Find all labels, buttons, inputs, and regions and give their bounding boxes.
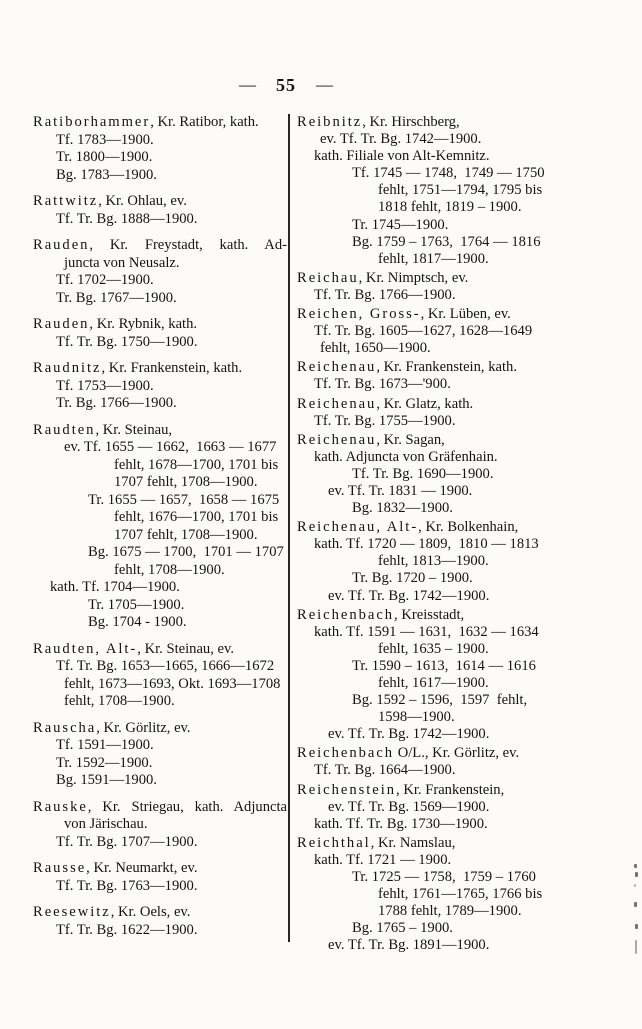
directory-entry xyxy=(33,799,287,852)
entry-head xyxy=(33,799,287,817)
head-detail: , Kr. Frankenstein, xyxy=(396,781,505,798)
scan-artifact xyxy=(635,872,638,877)
directory-entry xyxy=(297,306,629,357)
record-line: Tf. Tr. Bg. 1755—1900. xyxy=(314,412,456,429)
directory-entry xyxy=(33,641,287,711)
entry-head xyxy=(33,114,287,132)
entry-head xyxy=(297,745,629,762)
record-line: Tf. Tr. Bg. 1622—1900. xyxy=(56,921,198,938)
place-name: Rausse xyxy=(33,860,87,876)
place-name: Reichenau xyxy=(297,431,377,448)
place-name: Rattwitz xyxy=(33,193,99,209)
record-line: Tf. 1753—1900. xyxy=(56,377,154,394)
record-line: Tf. 1745 — 1748, 1749 — 1750 xyxy=(352,165,545,182)
record-line: Tr. 1725 — 1758, 1759 – 1760 xyxy=(352,869,536,886)
record-line: Tr. Bg. 1720 – 1900. xyxy=(352,570,473,587)
entry-head xyxy=(297,782,629,799)
record-line: kath. Filiale von Alt-Kemnitz. xyxy=(314,148,490,165)
scan-artifact xyxy=(634,902,637,907)
record-line: kath. Tf. 1704—1900. xyxy=(50,579,180,595)
entry-head xyxy=(297,359,629,376)
entry-head xyxy=(297,306,629,323)
directory-entry xyxy=(297,114,629,268)
page-number: 55 xyxy=(276,75,296,95)
record-line: Tr. 1655 — 1657, 1658 — 1675 xyxy=(88,491,280,508)
directory-entry xyxy=(297,270,629,304)
place-name: Rauden xyxy=(33,237,90,253)
head-detail: , Kr. Bolkenhain, xyxy=(418,519,519,536)
directory-entry xyxy=(33,360,287,413)
record-line: Tr. Bg. 1767—1900. xyxy=(56,289,177,306)
record-line: ev. Tf. 1655 — 1662, 1663 — 1677 xyxy=(64,439,277,455)
record-line: fehlt, 1673—1693, Okt. 1693—1708 xyxy=(64,675,281,692)
place-name: Raudnitz xyxy=(33,360,102,376)
place-name: Rauske xyxy=(33,798,88,815)
directory-entry xyxy=(297,782,629,833)
place-name: Reibnitz xyxy=(297,114,363,130)
directory-entry xyxy=(297,607,629,744)
place-name: Reesewitz xyxy=(33,904,111,920)
place-name: Reichen, Gross- xyxy=(297,306,421,323)
record-line: Bg. 1783—1900. xyxy=(56,166,157,183)
head-detail: , Kr. Hirschberg, xyxy=(362,114,460,130)
record-line: fehlt, 1813—1900. xyxy=(378,553,489,570)
record-line: Tf. 1783—1900. xyxy=(56,131,154,148)
record-line: von Järischau. xyxy=(64,816,148,832)
entry-head xyxy=(33,193,287,211)
record-line: kath. Tf. 1721 — 1900. xyxy=(314,851,452,868)
head-detail: , Kr. Glatz, kath. xyxy=(376,395,474,412)
record-line: Tf. Tr. Bg. 1766—1900. xyxy=(314,286,456,303)
entry-head xyxy=(33,904,287,922)
record-line: 1707 fehlt, 1708—1900. xyxy=(114,474,258,490)
record-line: Bg. 1765 – 1900. xyxy=(352,920,453,937)
record-line: Tf. 1591—1900. xyxy=(56,737,154,753)
directory-entry xyxy=(297,396,629,430)
place-name: Raudten xyxy=(33,421,96,438)
record-line: fehlt, 1676—1700, 1701 bis xyxy=(114,509,279,525)
record-line: ev. Tf. Tr. Bg. 1742—1900. xyxy=(320,131,482,148)
scan-artifact xyxy=(634,884,636,887)
place-name: Reichenbach xyxy=(297,606,395,623)
place-name: Reichthal xyxy=(297,834,371,851)
entry-head xyxy=(297,835,629,852)
head-detail: , Kr. Ratibor, kath. xyxy=(150,114,259,130)
head-detail: , Kr. Neumarkt, ev. xyxy=(86,860,198,876)
record-line: Tr. 1800—1900. xyxy=(56,149,153,165)
record-line: Tr. 1745—1900. xyxy=(352,216,449,233)
record-line: juncta von Neusalz. xyxy=(64,254,180,271)
header-right-dash: — xyxy=(316,74,333,94)
head-detail: , Kr. Oels, ev. xyxy=(110,904,191,920)
head-detail: , Kr. Sagan, xyxy=(376,431,445,448)
scan-artifact xyxy=(635,940,637,954)
record-line: fehlt, 1617—1900. xyxy=(378,675,489,691)
record-line: Tf. Tr. Bg. 1707—1900. xyxy=(56,833,198,850)
record-line: fehlt, 1751—1794, 1795 bis xyxy=(378,182,543,199)
entry-head xyxy=(33,316,287,334)
head-detail: , Kr. Frankenstein, kath. xyxy=(101,360,243,376)
record-line: 1707 fehlt, 1708—1900. xyxy=(114,526,258,543)
place-name: Raudten, Alt- xyxy=(33,640,138,657)
record-line: Tf. Tr. Bg. 1888—1900. xyxy=(56,210,198,227)
directory-entry xyxy=(33,193,287,228)
directory-entry xyxy=(297,835,629,955)
directory-entry xyxy=(33,237,287,307)
place-name: Reichenau xyxy=(297,359,377,376)
head-detail: , Kr. Striegau, kath. Adjuncta xyxy=(87,798,287,815)
record-line: Tr. 1590 – 1613, 1614 — 1616 xyxy=(352,657,536,674)
record-line: kath. Tf. 1591 — 1631, 1632 — 1634 xyxy=(314,623,539,640)
directory-entry xyxy=(33,904,287,939)
record-line: Tf. Tr. Bg. 1664—1900. xyxy=(314,762,456,779)
record-line: Bg. 1704 - 1900. xyxy=(88,614,187,630)
record-line: Tf. Tr. Bg. 1605—1627, 1628—1649 xyxy=(314,323,533,340)
record-line: kath. Tf. Tr. Bg. 1730—1900. xyxy=(314,815,488,832)
head-detail: , Kr. Lüben, ev. xyxy=(420,306,511,323)
head-detail: , Kr. Freystadt, kath. Ad- xyxy=(89,237,287,253)
entry-head xyxy=(33,422,287,440)
record-line: Tf. Tr. Bg. 1673—'900. xyxy=(314,376,451,393)
record-line: ev. Tf. Tr. 1831 — 1900. xyxy=(328,482,473,499)
entry-head xyxy=(33,237,287,255)
entry-head xyxy=(297,607,629,624)
entry-head xyxy=(297,270,629,287)
record-line: ev. Tf. Tr. Bg. 1742—1900. xyxy=(328,726,490,743)
head-detail: , Kr. Ohlau, ev. xyxy=(98,193,187,209)
record-line: fehlt, 1650—1900. xyxy=(320,340,431,357)
place-name: Reichenbach xyxy=(297,745,395,762)
record-line: Tf. Tr. Bg. 1763—1900. xyxy=(56,877,198,894)
head-detail: O/L., Kr. Görlitz, ev. xyxy=(394,745,520,762)
scan-artifact xyxy=(634,864,637,868)
record-line: kath. Adjuncta von Gräfenhain. xyxy=(314,448,498,465)
record-line: Bg. 1759 – 1763, 1764 — 1816 xyxy=(352,233,541,250)
place-name: Reichenstein xyxy=(297,781,397,798)
record-line: Bg. 1832—1900. xyxy=(352,500,453,517)
directory-entry xyxy=(33,860,287,895)
place-name: Reichau xyxy=(297,269,359,286)
entry-head xyxy=(33,720,287,738)
record-line: ev. Tf. Tr. Bg. 1742—1900. xyxy=(328,587,490,604)
record-line: 1598—1900. xyxy=(378,709,455,726)
scan-artifact xyxy=(635,924,638,929)
entry-head xyxy=(297,432,629,449)
record-line: fehlt, 1678—1700, 1701 bis xyxy=(114,456,279,473)
head-detail: , Kr. Steinau, xyxy=(95,421,173,438)
directory-entry xyxy=(33,114,287,184)
place-name: Reichenau, Alt- xyxy=(297,519,419,536)
head-detail: , Kr. Görlitz, ev. xyxy=(96,719,191,736)
record-line: fehlt, 1761—1765, 1766 bis xyxy=(378,886,543,903)
record-line: Bg. 1591—1900. xyxy=(56,772,157,788)
place-name: Ratiborhammer xyxy=(33,114,151,130)
entry-head xyxy=(297,114,629,131)
record-line: fehlt, 1817—1900. xyxy=(378,250,489,267)
entry-head xyxy=(33,641,287,659)
record-line: Tr. Bg. 1766—1900. xyxy=(56,395,177,411)
left-column xyxy=(33,114,287,948)
record-line: Bg. 1592 – 1596, 1597 fehlt, xyxy=(352,692,528,709)
record-line: Tf. Tr. Bg. 1653—1665, 1666—1672 xyxy=(56,658,275,674)
place-name: Rauscha xyxy=(33,719,97,736)
column-divider-rule xyxy=(288,114,290,942)
right-column xyxy=(297,114,629,957)
entry-head xyxy=(297,519,629,536)
record-line: Tf. 1702—1900. xyxy=(56,272,154,288)
place-name: Reichenau xyxy=(297,395,377,412)
directory-entry xyxy=(297,519,629,604)
directory-entry xyxy=(297,745,629,779)
record-line: fehlt, 1708—1900. xyxy=(114,561,225,578)
record-line: Bg. 1675 — 1700, 1701 — 1707 xyxy=(88,544,284,560)
page-header xyxy=(0,75,572,96)
head-detail: , Kreisstadt, xyxy=(394,606,465,623)
record-line: 1818 fehlt, 1819 – 1900. xyxy=(378,199,522,216)
record-line: kath. Tf. 1720 — 1809, 1810 — 1813 xyxy=(314,536,539,553)
record-line: Tf. Tr. Bg. 1750—1900. xyxy=(56,333,198,350)
directory-entry xyxy=(297,432,629,517)
entry-head xyxy=(297,396,629,413)
record-line: ev. Tf. Tr. Bg. 1569—1900. xyxy=(328,798,490,815)
directory-entry xyxy=(33,316,287,351)
record-line: ev. Tf. Tr. Bg. 1891—1900. xyxy=(328,937,490,954)
header-left-dash: — xyxy=(239,74,256,94)
head-detail: , Kr. Frankenstein, kath. xyxy=(376,359,517,376)
record-line: 1788 fehlt, 1789—1900. xyxy=(378,903,522,920)
directory-entry xyxy=(33,422,287,632)
head-detail: , Kr. Rybnik, kath. xyxy=(89,316,198,332)
record-line: Tf. Tr. Bg. 1690—1900. xyxy=(352,465,494,482)
record-line: Tr. 1705—1900. xyxy=(88,596,185,613)
head-detail: , Kr. Nimptsch, ev. xyxy=(358,269,469,286)
record-line: fehlt, 1708—1900. xyxy=(64,693,175,709)
directory-entry xyxy=(33,720,287,790)
entry-head xyxy=(33,360,287,378)
entry-head xyxy=(33,860,287,878)
record-line: fehlt, 1635 – 1900. xyxy=(378,640,489,657)
record-line: Tr. 1592—1900. xyxy=(56,754,153,771)
directory-entry xyxy=(297,359,629,393)
head-detail: , Kr. Steinau, ev. xyxy=(137,640,234,657)
head-detail: , Kr. Namslau, xyxy=(370,834,456,851)
place-name: Rauden xyxy=(33,316,90,332)
